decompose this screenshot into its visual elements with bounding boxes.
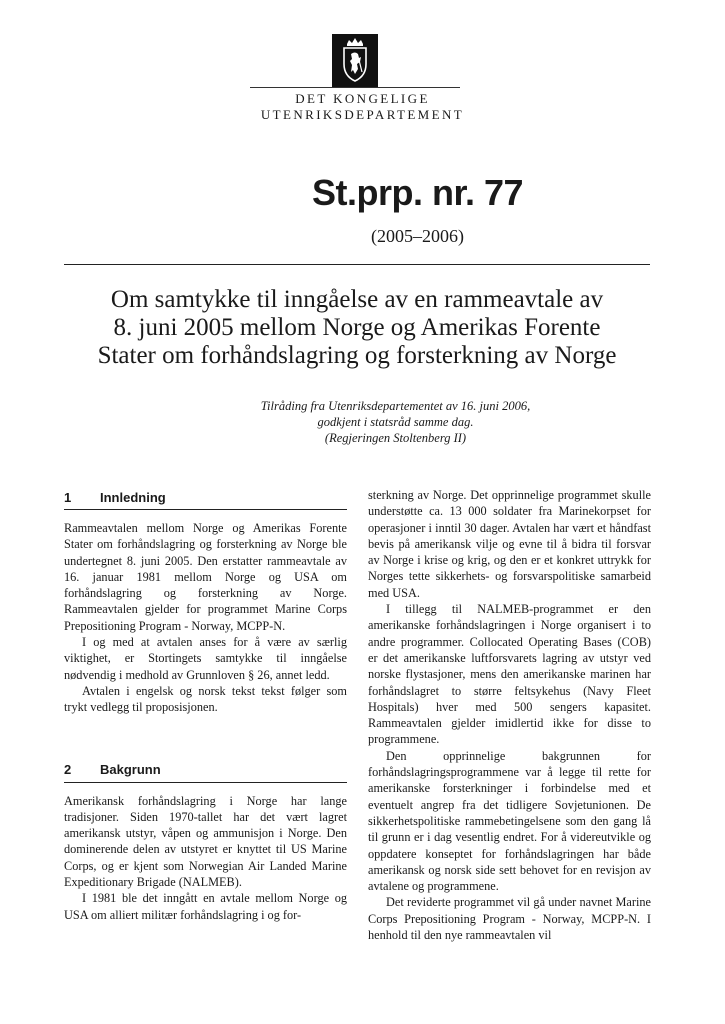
paragraph: sterkning av Norge. Det opprinnelige programmet skulle understøtte ca. 13 000 soldater fra Marinekorpset for operasjoner i inntil 30 dager. Avtalen har vært et håndfast bevis på amerikansk vilje og evne til å bidra til forsvar av Norge i krise og krig, og den er et konkret uttrykk for Norges tette sikkerhets- og forsvarspolitiske samarbeid med USA. bbox=[368, 488, 651, 600]
section-heading bbox=[64, 759, 347, 779]
paragraph: I tillegg til NALMEB-programmet er den amerikanske forhåndslagringen i Norge organisert i to andre programmer. Collocated Operating Bases (COB) er det amerikanske luftforsvarets lagring av utstyr ved norske flystasjoner, mens den amerikanske marinen har forhåndslagret to større feltsykehus (Navy Fleet Hospitals) hver med 500 sengers kapasitet. Rammeavtalen gjelder imidlertid ikke for disse to programmene. bbox=[368, 602, 651, 747]
coat-of-arms-logo bbox=[332, 34, 378, 88]
ministry-name-line-2: UTENRIKSDEPARTEMENT bbox=[260, 107, 465, 122]
title-line: Om samtykke til inngåelse av en rammeavtale av bbox=[110, 286, 604, 313]
title-line: Stater om forhåndslagring og forsterkning av Norge bbox=[97, 342, 617, 369]
recommendation-note bbox=[0, 398, 725, 446]
paragraph: Det reviderte programmet vil gå under navnet Marine Corps Prepositioning Program - Norway, MCPP-N. I henhold til den nye rammeavtalen vil bbox=[368, 895, 651, 943]
paragraph: Avtalen i engelsk og norsk tekst tekst følger som trykt vedlegg til proposisjonen. bbox=[64, 683, 347, 715]
recommendation-line: Tilråding fra Utenriksdepartementet av 16. juni 2006, bbox=[260, 399, 531, 413]
session-period: (2005–2006) bbox=[371, 226, 464, 246]
paragraph: Amerikansk forhåndslagring i Norge har lange tradisjoner. Siden 1970-tallet har det vært lagret amerikansk utstyr, våpen og ammunisjon i Norge. Den dominerende delen av utstyret er knyttet til US Marine Corps, og er kjent som Norwegian Air Landed Marine Expeditionary Brigade (NALMEB). bbox=[64, 793, 347, 890]
header-rule bbox=[250, 87, 460, 88]
document-title bbox=[60, 286, 654, 370]
paragraph: Rammeavtalen mellom Norge og Amerikas Forente Stater om forhåndslagring og forsterkning av Norge ble undertegnet 8. juni 2005. Den erstatter rammeavtale av 16. januar 1981 mellom Norge og USA om forhåndslagring og forsterkning av Norge. Rammeavtalen gjelder for programmet Marine Corps Prepositioning Program - Norway, MCPP-N. bbox=[64, 521, 347, 633]
section-rule bbox=[64, 509, 347, 510]
recommendation-line: godkjent i statsråd samme dag. bbox=[317, 415, 474, 429]
paragraph: I 1981 ble det inngått en avtale mellom Norge og USA om alliert militær forhåndslagring i og for- bbox=[64, 891, 347, 922]
title-rule bbox=[64, 264, 650, 265]
recommendation-line: (Regjeringen Stoltenberg II) bbox=[324, 431, 467, 445]
section-title: Innledning bbox=[100, 489, 166, 505]
section-heading bbox=[64, 486, 347, 506]
left-column bbox=[64, 486, 347, 923]
section-title: Bakgrunn bbox=[100, 762, 161, 778]
section-number: 1 bbox=[64, 489, 72, 505]
right-column bbox=[368, 487, 651, 943]
ministry-name-line-1: DET KONGELIGE bbox=[295, 91, 430, 106]
paragraph: I og med at avtalen anses for å være av særlig viktighet, er Stortingets samtykke til inngåelse nødvendig i medhold av Grunnloven § 26, annet ledd. bbox=[64, 635, 347, 682]
section-rule bbox=[64, 782, 347, 783]
title-line: 8. juni 2005 mellom Norge og Amerikas Forente bbox=[113, 314, 601, 341]
document-number: St.prp. nr. 77 bbox=[311, 172, 524, 213]
paragraph: Den opprinnelige bakgrunnen for forhåndslagringsprogrammene var å legge til rette for amerikanske forsterkninger i forbindelse med et eventuelt angrep fra det tidligere Sovjetunionen. De sikkerhetspolitiske rammebetingelsene som den gang lå til grunn er i dag vesentlig endret. For å videreutvikle og oppdatere konseptet for forhåndslagringen har både amerikansk og norsk side sett behovet for en revisjon av avtalene og programmene. bbox=[368, 748, 651, 894]
section-number: 2 bbox=[64, 762, 72, 778]
